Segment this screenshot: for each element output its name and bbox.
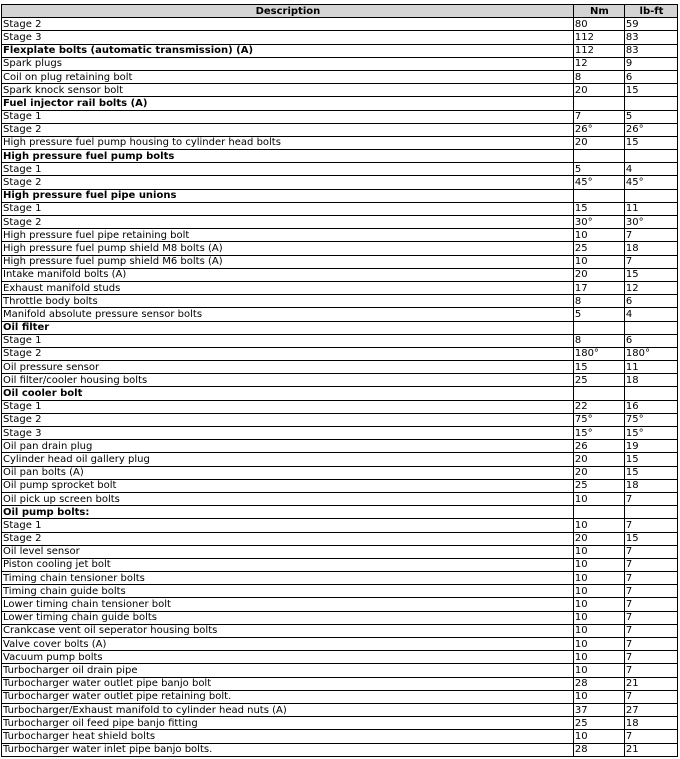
nm-cell: 12 bbox=[573, 57, 624, 70]
nm-cell bbox=[573, 387, 624, 400]
description-cell: Oil cooler bolt bbox=[2, 387, 574, 400]
nm-cell: 20 bbox=[573, 453, 624, 466]
table-row bbox=[2, 268, 678, 281]
lbft-cell: 18 bbox=[624, 479, 677, 492]
description-cell: Oil filter bbox=[2, 321, 574, 334]
table-row bbox=[2, 651, 678, 664]
table-row bbox=[2, 202, 678, 215]
nm-cell: 10 bbox=[573, 558, 624, 571]
description-cell: High pressure fuel pipe retaining bolt bbox=[2, 229, 574, 242]
description-cell: Oil pressure sensor bbox=[2, 361, 574, 374]
lbft-cell: 7 bbox=[624, 558, 677, 571]
nm-cell: 20 bbox=[573, 136, 624, 149]
nm-cell: 10 bbox=[573, 611, 624, 624]
description-cell: Crankcase vent oil seperator housing bolts bbox=[2, 624, 574, 637]
nm-cell: 10 bbox=[573, 492, 624, 505]
nm-cell: 15 bbox=[573, 361, 624, 374]
description-cell: Spark knock sensor bolt bbox=[2, 84, 574, 97]
table-row bbox=[2, 57, 678, 70]
nm-cell: 17 bbox=[573, 281, 624, 294]
lbft-cell: 7 bbox=[624, 545, 677, 558]
header-lbft: lb-ft bbox=[624, 5, 677, 18]
lbft-cell: 6 bbox=[624, 334, 677, 347]
description-cell: Stage 1 bbox=[2, 519, 574, 532]
lbft-cell: 7 bbox=[624, 624, 677, 637]
description-cell: Coil on plug retaining bolt bbox=[2, 70, 574, 83]
description-cell: High pressure fuel pump shield M6 bolts (A) bbox=[2, 255, 574, 268]
nm-cell: 28 bbox=[573, 743, 624, 756]
description-cell: Oil filter/cooler housing bolts bbox=[2, 374, 574, 387]
description-cell: High pressure fuel pump shield M8 bolts (A) bbox=[2, 242, 574, 255]
description-cell: Spark plugs bbox=[2, 57, 574, 70]
lbft-cell: 21 bbox=[624, 743, 677, 756]
nm-cell: 10 bbox=[573, 690, 624, 703]
nm-cell: 5 bbox=[573, 308, 624, 321]
table-row bbox=[2, 295, 678, 308]
lbft-cell: 7 bbox=[624, 229, 677, 242]
table-row bbox=[2, 558, 678, 571]
lbft-cell: 7 bbox=[624, 690, 677, 703]
lbft-cell: 7 bbox=[624, 585, 677, 598]
description-cell: Oil pan drain plug bbox=[2, 440, 574, 453]
nm-cell: 10 bbox=[573, 545, 624, 558]
nm-cell: 80 bbox=[573, 18, 624, 31]
lbft-cell bbox=[624, 506, 677, 519]
description-cell: Turbocharger water inlet pipe banjo bolts. bbox=[2, 743, 574, 756]
table-row bbox=[2, 545, 678, 558]
table-row bbox=[2, 361, 678, 374]
table-row bbox=[2, 703, 678, 716]
description-cell: Stage 3 bbox=[2, 427, 574, 440]
nm-cell: 25 bbox=[573, 717, 624, 730]
lbft-cell: 15 bbox=[624, 466, 677, 479]
description-cell: Oil level sensor bbox=[2, 545, 574, 558]
nm-cell: 10 bbox=[573, 519, 624, 532]
table-row bbox=[2, 255, 678, 268]
nm-cell: 28 bbox=[573, 677, 624, 690]
description-cell: Stage 2 bbox=[2, 176, 574, 189]
nm-cell: 25 bbox=[573, 479, 624, 492]
table-row bbox=[2, 163, 678, 176]
lbft-cell: 7 bbox=[624, 638, 677, 651]
table-row bbox=[2, 743, 678, 756]
section-heading-row bbox=[2, 150, 678, 163]
nm-cell: 45° bbox=[573, 176, 624, 189]
nm-cell: 20 bbox=[573, 84, 624, 97]
table-row bbox=[2, 440, 678, 453]
lbft-cell: 7 bbox=[624, 519, 677, 532]
description-cell: Timing chain guide bolts bbox=[2, 585, 574, 598]
lbft-cell: 59 bbox=[624, 18, 677, 31]
lbft-cell: 11 bbox=[624, 361, 677, 374]
nm-cell: 10 bbox=[573, 651, 624, 664]
nm-cell bbox=[573, 150, 624, 163]
lbft-cell: 7 bbox=[624, 255, 677, 268]
description-cell: Stage 3 bbox=[2, 31, 574, 44]
description-cell: Turbocharger water outlet pipe banjo bolt bbox=[2, 677, 574, 690]
lbft-cell: 15° bbox=[624, 427, 677, 440]
lbft-cell: 83 bbox=[624, 44, 677, 57]
description-cell: Oil pump sprocket bolt bbox=[2, 479, 574, 492]
table-row bbox=[2, 585, 678, 598]
description-cell: Stage 2 bbox=[2, 347, 574, 360]
nm-cell: 15 bbox=[573, 202, 624, 215]
lbft-cell: 27 bbox=[624, 703, 677, 716]
lbft-cell: 15 bbox=[624, 453, 677, 466]
description-cell: Manifold absolute pressure sensor bolts bbox=[2, 308, 574, 321]
nm-cell bbox=[573, 189, 624, 202]
lbft-cell: 6 bbox=[624, 70, 677, 83]
section-heading-row bbox=[2, 97, 678, 110]
table-row bbox=[2, 717, 678, 730]
lbft-cell: 18 bbox=[624, 242, 677, 255]
lbft-cell: 9 bbox=[624, 57, 677, 70]
table-row bbox=[2, 308, 678, 321]
lbft-cell: 21 bbox=[624, 677, 677, 690]
nm-cell: 10 bbox=[573, 255, 624, 268]
table-row bbox=[2, 18, 678, 31]
lbft-cell bbox=[624, 321, 677, 334]
description-cell: Stage 1 bbox=[2, 163, 574, 176]
description-cell: Stage 1 bbox=[2, 202, 574, 215]
table-row bbox=[2, 638, 678, 651]
description-cell: Turbocharger water outlet pipe retaining bolt. bbox=[2, 690, 574, 703]
table-body bbox=[2, 18, 678, 757]
table-row bbox=[2, 427, 678, 440]
nm-cell: 26° bbox=[573, 123, 624, 136]
lbft-cell: 7 bbox=[624, 492, 677, 505]
lbft-cell: 45° bbox=[624, 176, 677, 189]
lbft-cell: 7 bbox=[624, 651, 677, 664]
table-row bbox=[2, 176, 678, 189]
nm-cell: 8 bbox=[573, 334, 624, 347]
table-row bbox=[2, 532, 678, 545]
header-nm: Nm bbox=[573, 5, 624, 18]
lbft-cell: 18 bbox=[624, 717, 677, 730]
table-row bbox=[2, 242, 678, 255]
description-cell: High pressure fuel pump housing to cylinder head bolts bbox=[2, 136, 574, 149]
nm-cell: 25 bbox=[573, 374, 624, 387]
lbft-cell: 4 bbox=[624, 308, 677, 321]
description-cell: Stage 2 bbox=[2, 216, 574, 229]
nm-cell: 112 bbox=[573, 31, 624, 44]
description-cell: Turbocharger heat shield bolts bbox=[2, 730, 574, 743]
nm-cell bbox=[573, 321, 624, 334]
nm-cell: 22 bbox=[573, 400, 624, 413]
description-cell: Lower timing chain guide bolts bbox=[2, 611, 574, 624]
nm-cell: 112 bbox=[573, 44, 624, 57]
lbft-cell: 30° bbox=[624, 216, 677, 229]
table-row bbox=[2, 84, 678, 97]
description-cell: Turbocharger oil feed pipe banjo fitting bbox=[2, 717, 574, 730]
lbft-cell: 26° bbox=[624, 123, 677, 136]
table-row bbox=[2, 730, 678, 743]
lbft-cell: 7 bbox=[624, 598, 677, 611]
lbft-cell: 11 bbox=[624, 202, 677, 215]
table-row bbox=[2, 70, 678, 83]
section-heading-row bbox=[2, 321, 678, 334]
description-cell: Stage 2 bbox=[2, 413, 574, 426]
description-cell: Vacuum pump bolts bbox=[2, 651, 574, 664]
table-row bbox=[2, 664, 678, 677]
lbft-cell: 6 bbox=[624, 295, 677, 308]
nm-cell: 10 bbox=[573, 598, 624, 611]
nm-cell: 8 bbox=[573, 295, 624, 308]
lbft-cell: 15 bbox=[624, 268, 677, 281]
description-cell: Cylinder head oil gallery plug bbox=[2, 453, 574, 466]
lbft-cell: 4 bbox=[624, 163, 677, 176]
nm-cell: 10 bbox=[573, 664, 624, 677]
table-row bbox=[2, 677, 678, 690]
table-row bbox=[2, 624, 678, 637]
nm-cell bbox=[573, 506, 624, 519]
table-row bbox=[2, 123, 678, 136]
table-row bbox=[2, 453, 678, 466]
description-cell: Flexplate bolts (automatic transmission) (A) bbox=[2, 44, 574, 57]
table-row bbox=[2, 136, 678, 149]
table-row bbox=[2, 374, 678, 387]
table-row bbox=[2, 519, 678, 532]
description-cell: Piston cooling jet bolt bbox=[2, 558, 574, 571]
nm-cell: 10 bbox=[573, 229, 624, 242]
description-cell: High pressure fuel pipe unions bbox=[2, 189, 574, 202]
nm-cell: 7 bbox=[573, 110, 624, 123]
section-heading-row bbox=[2, 44, 678, 57]
table-row bbox=[2, 31, 678, 44]
nm-cell: 20 bbox=[573, 466, 624, 479]
table-row bbox=[2, 334, 678, 347]
torque-spec-table bbox=[1, 4, 678, 757]
description-cell: Stage 2 bbox=[2, 123, 574, 136]
nm-cell: 75° bbox=[573, 413, 624, 426]
nm-cell: 10 bbox=[573, 624, 624, 637]
nm-cell: 25 bbox=[573, 242, 624, 255]
nm-cell: 20 bbox=[573, 268, 624, 281]
description-cell: Timing chain tensioner bolts bbox=[2, 572, 574, 585]
description-cell: Valve cover bolts (A) bbox=[2, 638, 574, 651]
description-cell: Turbocharger/Exhaust manifold to cylinder head nuts (A) bbox=[2, 703, 574, 716]
nm-cell: 8 bbox=[573, 70, 624, 83]
table-row bbox=[2, 598, 678, 611]
nm-cell: 30° bbox=[573, 216, 624, 229]
lbft-cell: 15 bbox=[624, 532, 677, 545]
table-row bbox=[2, 413, 678, 426]
description-cell: High pressure fuel pump bolts bbox=[2, 150, 574, 163]
description-cell: Stage 1 bbox=[2, 334, 574, 347]
lbft-cell: 7 bbox=[624, 664, 677, 677]
description-cell: Turbocharger oil drain pipe bbox=[2, 664, 574, 677]
description-cell: Fuel injector rail bolts (A) bbox=[2, 97, 574, 110]
nm-cell: 10 bbox=[573, 730, 624, 743]
description-cell: Oil pick up screen bolts bbox=[2, 492, 574, 505]
description-cell: Intake manifold bolts (A) bbox=[2, 268, 574, 281]
lbft-cell: 12 bbox=[624, 281, 677, 294]
table-row bbox=[2, 611, 678, 624]
table-row bbox=[2, 110, 678, 123]
description-cell: Throttle body bolts bbox=[2, 295, 574, 308]
lbft-cell bbox=[624, 189, 677, 202]
table-row bbox=[2, 492, 678, 505]
lbft-cell bbox=[624, 387, 677, 400]
section-heading-row bbox=[2, 189, 678, 202]
table-row bbox=[2, 572, 678, 585]
nm-cell: 10 bbox=[573, 638, 624, 651]
table-row bbox=[2, 466, 678, 479]
description-cell: Stage 1 bbox=[2, 110, 574, 123]
header-row bbox=[2, 5, 678, 18]
section-heading-row bbox=[2, 506, 678, 519]
section-heading-row bbox=[2, 387, 678, 400]
lbft-cell: 83 bbox=[624, 31, 677, 44]
description-cell: Stage 2 bbox=[2, 532, 574, 545]
table-row bbox=[2, 347, 678, 360]
description-cell: Oil pump bolts: bbox=[2, 506, 574, 519]
nm-cell: 37 bbox=[573, 703, 624, 716]
lbft-cell: 19 bbox=[624, 440, 677, 453]
lbft-cell: 7 bbox=[624, 730, 677, 743]
lbft-cell bbox=[624, 150, 677, 163]
nm-cell: 15° bbox=[573, 427, 624, 440]
header-description: Description bbox=[2, 5, 574, 18]
table-row bbox=[2, 400, 678, 413]
table-row bbox=[2, 281, 678, 294]
nm-cell: 10 bbox=[573, 585, 624, 598]
lbft-cell: 7 bbox=[624, 572, 677, 585]
lbft-cell: 16 bbox=[624, 400, 677, 413]
nm-cell: 5 bbox=[573, 163, 624, 176]
nm-cell: 180° bbox=[573, 347, 624, 360]
lbft-cell: 75° bbox=[624, 413, 677, 426]
lbft-cell: 15 bbox=[624, 136, 677, 149]
lbft-cell: 180° bbox=[624, 347, 677, 360]
nm-cell: 10 bbox=[573, 572, 624, 585]
description-cell: Oil pan bolts (A) bbox=[2, 466, 574, 479]
nm-cell: 26 bbox=[573, 440, 624, 453]
lbft-cell: 15 bbox=[624, 84, 677, 97]
description-cell: Lower timing chain tensioner bolt bbox=[2, 598, 574, 611]
description-cell: Exhaust manifold studs bbox=[2, 281, 574, 294]
lbft-cell bbox=[624, 97, 677, 110]
table-row bbox=[2, 690, 678, 703]
description-cell: Stage 1 bbox=[2, 400, 574, 413]
description-cell: Stage 2 bbox=[2, 18, 574, 31]
table-row bbox=[2, 229, 678, 242]
table-row bbox=[2, 216, 678, 229]
table-row bbox=[2, 479, 678, 492]
nm-cell bbox=[573, 97, 624, 110]
nm-cell: 20 bbox=[573, 532, 624, 545]
lbft-cell: 7 bbox=[624, 611, 677, 624]
lbft-cell: 5 bbox=[624, 110, 677, 123]
lbft-cell: 18 bbox=[624, 374, 677, 387]
